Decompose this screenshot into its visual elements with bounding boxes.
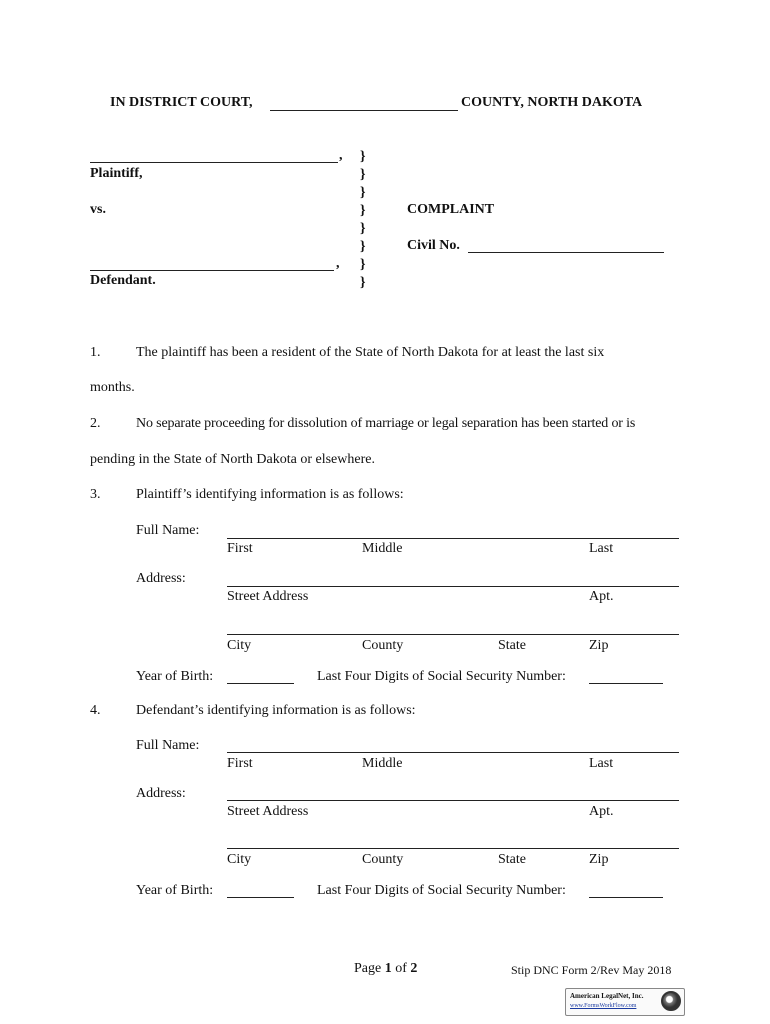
first-name-caption: First	[227, 541, 253, 556]
brace: }	[360, 203, 366, 218]
plaintiff-comma: ,	[339, 148, 343, 163]
plaintiff-city-state-zip-field[interactable]	[227, 634, 679, 635]
paragraph-1-text-cont: months.	[90, 380, 135, 395]
last-name-caption: Last	[589, 756, 614, 771]
seal-publisher-name: American LegalNet, Inc.	[570, 992, 644, 1000]
publisher-seal	[565, 988, 685, 1016]
plaintiff-street-address-field[interactable]	[227, 586, 679, 587]
paragraph-number: 2.	[90, 416, 101, 431]
paragraph-3-text: Plaintiff’s identifying information is as follows:	[136, 487, 404, 502]
apt-caption: Apt.	[589, 589, 614, 604]
page-prefix: Page	[354, 961, 382, 976]
vs-label: vs.	[90, 202, 106, 217]
full-name-label: Full Name:	[136, 738, 200, 753]
plaintiff-year-of-birth-field[interactable]	[227, 683, 294, 684]
paragraph-4-text: Defendant’s identifying information is as follows:	[136, 703, 416, 718]
brace: }	[360, 257, 366, 272]
plaintiff-full-name-field[interactable]	[227, 538, 679, 539]
paragraph-1-text: The plaintiff has been a resident of the State of North Dakota for at least the last six	[136, 345, 605, 360]
state-caption: State	[498, 638, 526, 653]
middle-name-caption: Middle	[362, 541, 403, 556]
plaintiff-label: Plaintiff,	[90, 166, 143, 181]
court-heading: IN DISTRICT COURT,	[110, 95, 253, 110]
seal-url-link[interactable]: www.FormsWorkFlow.com	[570, 1003, 637, 1009]
page-of: of	[395, 961, 407, 976]
zip-caption: Zip	[589, 852, 609, 867]
defendant-label: Defendant.	[90, 273, 156, 288]
page-current: 1	[384, 961, 392, 976]
county-caption: County	[362, 638, 404, 653]
page-number	[354, 961, 417, 977]
defendant-year-of-birth-field[interactable]	[227, 897, 294, 898]
brace: }	[360, 221, 366, 236]
paragraph-number: 3.	[90, 487, 101, 502]
plaintiff-ssn-field[interactable]	[589, 683, 663, 684]
globe-logo-icon	[661, 991, 681, 1011]
defendant-comma: ,	[336, 256, 340, 271]
brace: }	[360, 167, 366, 182]
brace: }	[360, 239, 366, 254]
ssn-label: Last Four Digits of Social Security Number:	[317, 669, 566, 684]
page-total: 2	[410, 961, 418, 976]
defendant-city-state-zip-field[interactable]	[227, 848, 679, 849]
brace: }	[360, 149, 366, 164]
county-caption: County	[362, 852, 404, 867]
street-address-caption: Street Address	[227, 804, 309, 819]
year-of-birth-label: Year of Birth:	[136, 669, 214, 684]
first-name-caption: First	[227, 756, 253, 771]
brace: }	[360, 185, 366, 200]
brace: }	[360, 275, 366, 290]
last-name-caption: Last	[589, 541, 614, 556]
paragraph-2-text-cont: pending in the State of North Dakota or elsewhere.	[90, 452, 375, 467]
full-name-label: Full Name:	[136, 523, 200, 538]
defendant-ssn-field[interactable]	[589, 897, 663, 898]
paragraph-number: 1.	[90, 345, 101, 360]
county-blank[interactable]	[270, 110, 458, 111]
form-identifier: Stip DNC Form 2/Rev May 2018	[511, 963, 672, 977]
plaintiff-name-blank[interactable]	[90, 162, 338, 163]
street-address-caption: Street Address	[227, 589, 309, 604]
defendant-name-blank[interactable]	[90, 270, 334, 271]
city-caption: City	[227, 638, 252, 653]
defendant-street-address-field[interactable]	[227, 800, 679, 801]
state-caption: State	[498, 852, 526, 867]
address-label: Address:	[136, 571, 186, 586]
paragraph-2-text: No separate proceeding for dissolution of marriage or legal separation has been started or is	[136, 416, 636, 431]
city-caption: City	[227, 852, 252, 867]
middle-name-caption: Middle	[362, 756, 403, 771]
ssn-label: Last Four Digits of Social Security Number:	[317, 883, 566, 898]
civil-no-blank[interactable]	[468, 252, 664, 253]
apt-caption: Apt.	[589, 804, 614, 819]
address-label: Address:	[136, 786, 186, 801]
civil-no-label: Civil No.	[407, 238, 460, 253]
zip-caption: Zip	[589, 638, 609, 653]
paragraph-number: 4.	[90, 703, 101, 718]
county-state-heading: COUNTY, NORTH DAKOTA	[461, 95, 643, 110]
year-of-birth-label: Year of Birth:	[136, 883, 214, 898]
document-title: COMPLAINT	[407, 202, 495, 217]
defendant-full-name-field[interactable]	[227, 752, 679, 753]
